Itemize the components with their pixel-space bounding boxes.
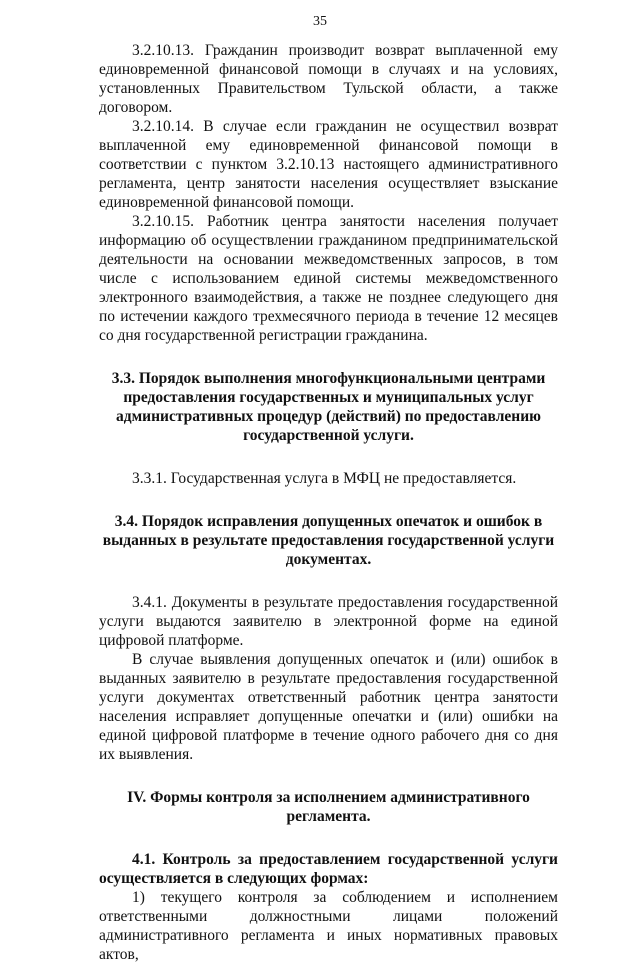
section-3-3-heading: 3.3. Порядок выполнения многофункциональными центрами предоставления государственных и муниципальных услуг административных процедур (действий) по предоставлению государственной услуги. <box>111 370 546 444</box>
page-number: 35 <box>313 14 327 29</box>
paragraph-3-4-1-corrections: В случае выявления допущенных опечаток и (или) ошибок в выданных заявителю в результате предоставления государственной услуги документах ответственный работник центра занятости населения исправляет допущенные опечатки и (или) ошибки на единой цифровой платформе в течение одного рабочего дня со дня их выявления. <box>99 651 558 763</box>
section-3-4-heading: 3.4. Порядок исправления допущенных опечаток и ошибок в выданных в результате предоставления государственной услуги документах. <box>102 513 555 568</box>
paragraph-3-2-10-14: 3.2.10.14. В случае если гражданин не осуществил возврат выплаченной ему единовременной финансовой помощи в соответствии с пунктом 3.2.10.13 настоящего административного регламента, центр занятости населения осуществляет взыскание единовременной финансовой помощи. <box>99 118 558 211</box>
paragraph-3-2-10-13: 3.2.10.13. Гражданин производит возврат выплаченной ему единовременной финансовой помощи в случаях и на условиях, установленных Правительством Тульской области, а также договором. <box>99 42 558 116</box>
section-4-heading: IV. Формы контроля за исполнением административного регламента. <box>127 789 530 825</box>
paragraph-3-2-10-15: 3.2.10.15. Работник центра занятости населения получает информацию об осуществлении гражданином предпринимательской деятельности на основании межведомственных запросов, в том числе с использованием единой системы межведомственного электронного взаимодействия, а также не позднее следующего дня по истечении каждого трехмесячного периода в течение 12 месяцев со дня государственной регистрации гражданина. <box>99 213 558 344</box>
page-content <box>99 41 558 964</box>
paragraph-3-3-1: 3.3.1. Государственная услуга в МФЦ не предоставляется. <box>132 470 517 487</box>
paragraph-4-1-item-1: 1) текущего контроля за соблюдением и исполнением ответственными должностными лицами положений административного регламента и иных нормативных правовых актов, <box>99 889 558 963</box>
paragraph-3-4-1: 3.4.1. Документы в результате предоставления государственной услуги выдаются заявителю в электронной форме на единой цифровой платформе. <box>99 594 558 649</box>
section-4-1-heading: 4.1. Контроль за предоставлением государственной услуги осуществляется в следующих формах: <box>99 851 558 887</box>
